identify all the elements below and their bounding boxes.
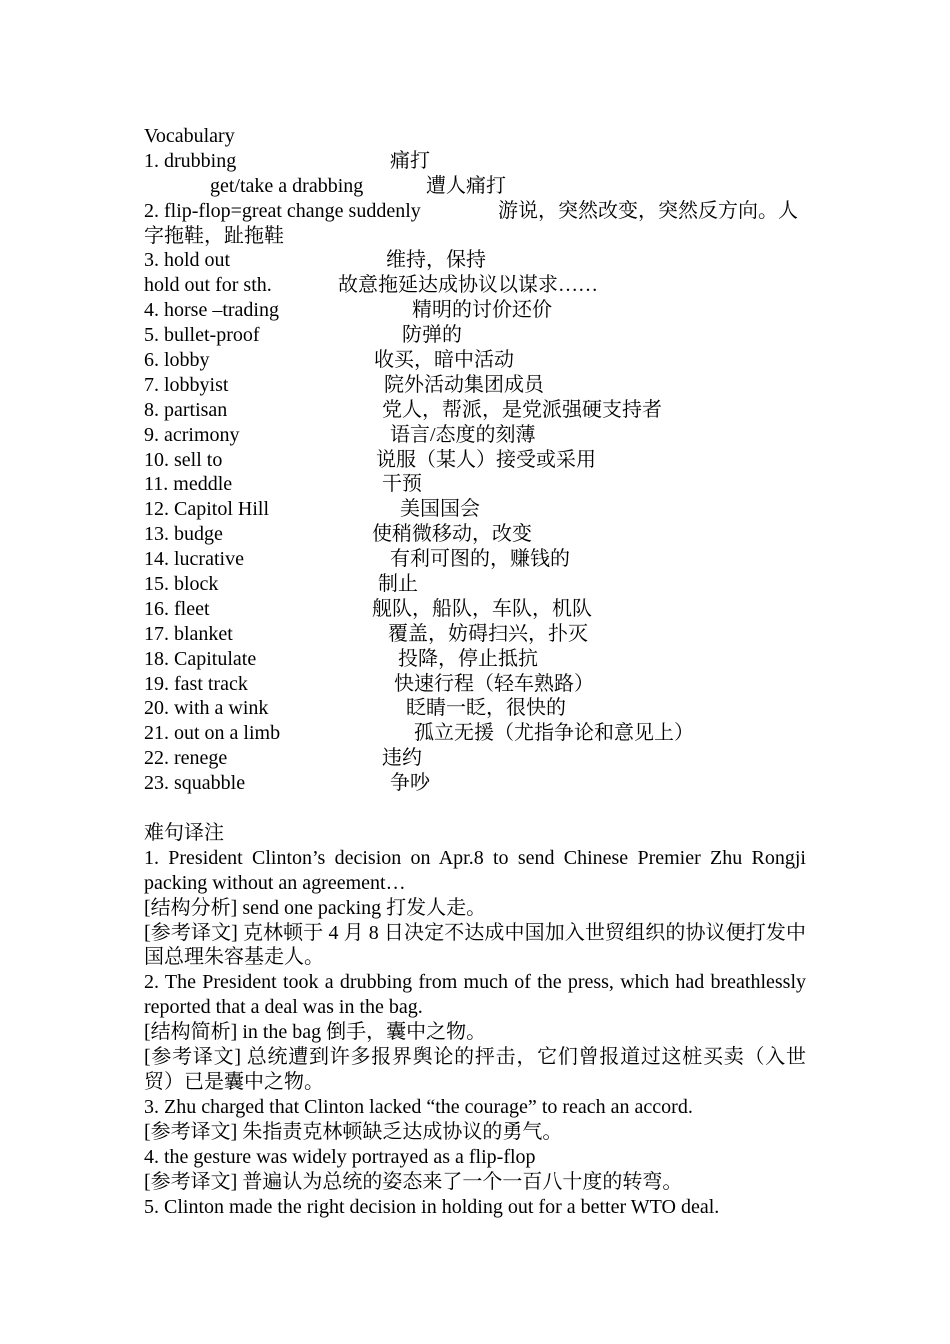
vocab-translation: 舰队，船队，车队，机队 bbox=[372, 597, 592, 620]
vocab-entry bbox=[144, 597, 806, 622]
vocab-translation: 有利可图的，赚钱的 bbox=[390, 548, 570, 571]
vocab-translation: 干预 bbox=[382, 473, 422, 496]
vocab-entry bbox=[144, 248, 806, 273]
vocab-entry bbox=[144, 572, 806, 597]
vocab-translation: 收买，暗中活动 bbox=[374, 349, 514, 372]
vocab-translation: 遭人痛打 bbox=[426, 174, 506, 197]
vocab-term: 2. flip-flop=great change suddenly bbox=[144, 199, 421, 222]
vocab-term: 6. lobby bbox=[144, 349, 210, 372]
vocabulary-list bbox=[144, 149, 806, 796]
vocab-translation: 说服（某人）接受或采用 bbox=[376, 448, 596, 471]
vocab-entry bbox=[144, 622, 806, 647]
sentence-note: [参考译文] 总统遭到许多报界舆论的抨击，它们曾报道过这桩买卖（入世贸）已是囊中之物。 bbox=[144, 1046, 806, 1093]
vocab-entry bbox=[144, 199, 806, 224]
vocab-term: 20. with a wink bbox=[144, 697, 269, 720]
vocab-entry bbox=[144, 323, 806, 348]
sentence-note: [结构简析] in the bag 倒手，囊中之物。 bbox=[144, 1021, 487, 1044]
vocab-term: 16. fleet bbox=[144, 597, 210, 620]
sentence-text: 4. the gesture was widely portrayed as a flip-flop bbox=[144, 1145, 536, 1168]
vocab-term: 12. Capitol Hill bbox=[144, 498, 269, 521]
vocab-term: hold out for sth. bbox=[144, 274, 272, 297]
vocab-term: 18. Capitulate bbox=[144, 647, 257, 670]
sentence-notes-list bbox=[144, 846, 806, 1220]
vocab-translation: 争吵 bbox=[390, 772, 430, 795]
vocab-translation: 故意拖延达成协议以谋求…… bbox=[338, 274, 598, 297]
vocab-term: 23. squabble bbox=[144, 772, 246, 795]
sentence-note: [参考译文] 普遍认为总统的姿态来了一个一百八十度的转弯。 bbox=[144, 1170, 683, 1193]
vocab-term: 5. bullet-proof bbox=[144, 324, 260, 347]
vocab-term: 21. out on a limb bbox=[144, 722, 281, 745]
vocab-term: 15. block bbox=[144, 573, 219, 596]
vocab-translation: 制止 bbox=[378, 573, 418, 596]
vocab-translation: 游说，突然改变，突然反方向。人 bbox=[498, 199, 798, 222]
vocab-term: 11. meddle bbox=[144, 473, 233, 496]
sentence-note: [参考译文] 朱指责克林顿缺乏达成协议的勇气。 bbox=[144, 1120, 563, 1143]
vocab-entry bbox=[144, 771, 806, 796]
vocab-translation: 投降，停止抵抗 bbox=[398, 647, 538, 670]
vocab-translation: 防弹的 bbox=[402, 324, 462, 347]
vocab-translation: 痛打 bbox=[390, 149, 430, 172]
vocab-translation-continued: 字拖鞋，趾拖鞋 bbox=[144, 224, 284, 247]
vocab-term: 19. fast track bbox=[144, 672, 248, 695]
sentence-text: 2. The President took a drubbing from much of the press, which had breathlessly reported that a deal was in the bag. bbox=[144, 971, 806, 1019]
vocab-entry bbox=[144, 149, 806, 174]
vocab-entry bbox=[144, 547, 806, 572]
sentence-note: [结构分析] send one packing 打发人走。 bbox=[144, 896, 487, 919]
vocab-translation: 美国国会 bbox=[400, 498, 480, 521]
sentence-text: 5. Clinton made the right decision in holding out for a better WTO deal. bbox=[144, 1195, 720, 1218]
vocab-translation: 违约 bbox=[382, 747, 422, 770]
vocab-entry bbox=[144, 746, 806, 771]
section-spacer bbox=[144, 796, 806, 821]
vocab-translation: 语言/态度的刻薄 bbox=[390, 423, 536, 446]
vocab-term: get/take a drabbing bbox=[210, 174, 364, 197]
vocab-translation: 维持，保持 bbox=[386, 249, 486, 272]
vocab-entry bbox=[144, 721, 806, 746]
sentence-text: 3. Zhu charged that Clinton lacked “the courage” to reach an accord. bbox=[144, 1095, 693, 1118]
vocab-entry bbox=[144, 398, 806, 423]
vocab-term: 13. budge bbox=[144, 523, 223, 546]
vocab-entry bbox=[144, 647, 806, 672]
vocab-translation: 眨睛一眨，很快的 bbox=[406, 697, 566, 720]
vocab-entry bbox=[144, 273, 806, 298]
vocab-term: 8. partisan bbox=[144, 398, 228, 421]
vocab-entry bbox=[144, 472, 806, 497]
vocab-term: 4. horse –trading bbox=[144, 299, 279, 322]
vocab-entry bbox=[144, 298, 806, 323]
document-body bbox=[144, 124, 806, 1219]
vocab-entry bbox=[144, 696, 806, 721]
vocab-term: 14. lucrative bbox=[144, 548, 244, 571]
vocab-term: 22. renege bbox=[144, 747, 228, 770]
vocab-entry bbox=[144, 448, 806, 473]
vocab-term: 3. hold out bbox=[144, 249, 231, 272]
vocab-entry bbox=[144, 348, 806, 373]
vocab-term: 7. lobbyist bbox=[144, 373, 229, 396]
vocab-translation: 精明的讨价还价 bbox=[412, 299, 552, 322]
vocab-translation: 使稍微移动，改变 bbox=[372, 523, 532, 546]
vocab-translation: 党人，帮派，是党派强硬支持者 bbox=[382, 398, 662, 421]
vocab-entry bbox=[144, 522, 806, 547]
vocab-entry bbox=[144, 373, 806, 398]
vocab-term: 10. sell to bbox=[144, 448, 223, 471]
vocab-translation: 快速行程（轻车熟路） bbox=[394, 672, 594, 695]
sentence-text: 1. President Clinton’s decision on Apr.8 to send Chinese Premier Zhu Rongji packing without an agreement… bbox=[144, 846, 806, 894]
vocab-entry bbox=[144, 672, 806, 697]
sentence-note: [参考译文] 克林顿于 4 月 8 日决定不达成中国加入世贸组织的协议便打发中国总理朱容基走人。 bbox=[144, 921, 806, 969]
vocab-entry bbox=[144, 174, 806, 199]
vocab-translation: 覆盖，妨碍扫兴，扑灭 bbox=[388, 622, 588, 645]
sentences-heading: 难句译注 bbox=[144, 821, 224, 844]
vocab-term: 17. blanket bbox=[144, 622, 233, 645]
vocab-entry bbox=[144, 497, 806, 522]
vocabulary-heading: Vocabulary bbox=[144, 125, 235, 147]
vocab-term: 9. acrimony bbox=[144, 423, 240, 446]
vocab-entry bbox=[144, 423, 806, 448]
vocab-translation: 院外活动集团成员 bbox=[384, 373, 544, 396]
vocab-term: 1. drubbing bbox=[144, 149, 237, 172]
vocab-translation: 孤立无援（尤指争论和意见上） bbox=[414, 722, 694, 745]
